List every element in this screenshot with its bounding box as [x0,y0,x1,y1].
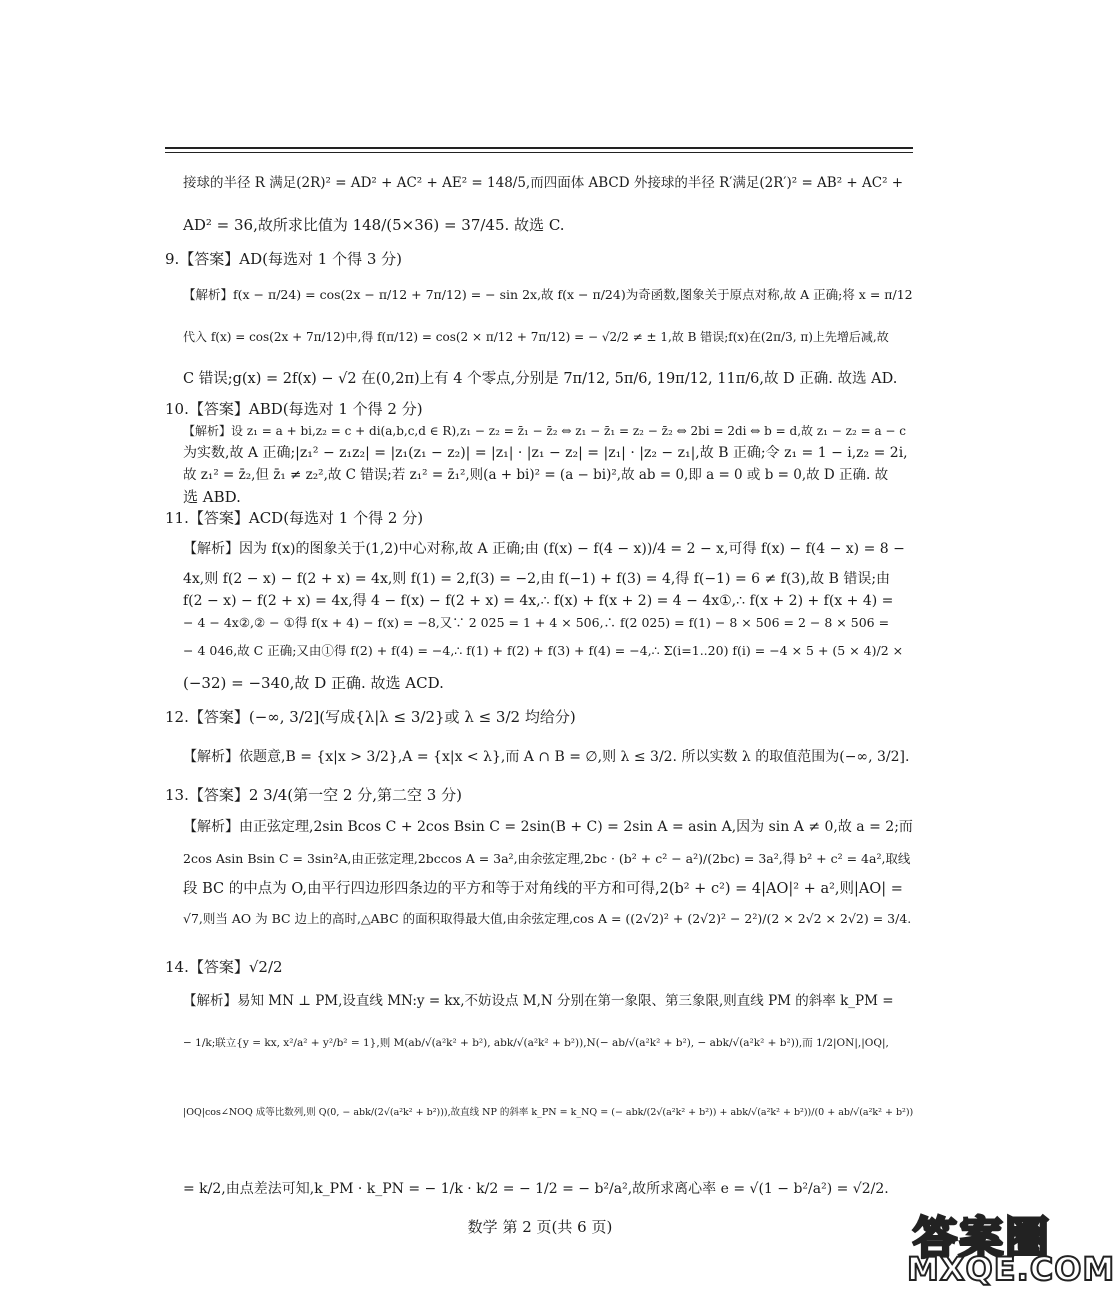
text-line: 【解析】易知 MN ⊥ PM,设直线 MN:y = kx,不妨设点 M,N 分别在第一象限、第三象限,则直线 PM 的斜率 k_PM = [183,993,894,1009]
text-line: 4x,则 f(2 − x) − f(2 + x) = 4x,则 f(1) = 2,f(3) = −2,由 f(−1) + f(3) = 4,得 f(−1) = 6 ≠ f(3),故 B 错误;由 [183,571,891,587]
text-line: 【解析】依题意,B = {x|x > 3/2},A = {x|x < λ},而 A ∩ B = ∅,则 λ ≤ 3/2. 所以实数 λ 的取值范围为(−∞, 3/2]. [183,749,910,765]
text-line: − 4 − 4x②,② − ①得 f(x + 4) − f(x) = −8,又∵ 2 025 = 1 + 4 × 506,∴ f(2 025) = f(1) − 8 × 506 = 2 − 8 × 506 = [183,615,890,630]
page-footer: 数学 第 2 页(共 6 页) [467,1218,613,1236]
text-line: 接球的半径 R 满足(2R)² = AD² + AC² + AE² = 148/5,而四面体 ABCD 外接球的半径 R′满足(2R′)² = AB² + AC² + [183,175,904,191]
text-line: AD² = 36,故所求比值为 148/(5×36) = 37/45. 故选 C. [183,216,565,234]
text-line: 11.【答案】ACD(每选对 1 个得 2 分) [165,509,424,527]
text-line: 9.【答案】AD(每选对 1 个得 3 分) [165,250,403,268]
text-line: 为实数,故 A 正确;|z₁² − z₁z₂| = |z₁(z₁ − z₂)| = |z₁| · |z₁ − z₂| = |z₁| · |z₂ − z₁|,故 B 正确;令 z₁ = 1 − i,z₂ = 2i, [183,445,908,461]
text-line: 【解析】由正弦定理,2sin Bcos C + 2cos Bsin C = 2sin(B + C) = 2sin A = asin A,因为 sin A ≠ 0,故 a = 2;而 [183,819,913,835]
text-line: 13.【答案】2 3/4(第一空 2 分,第二空 3 分) [165,786,462,804]
text-line: 故 z₁² = z̄₂,但 z̄₁ ≠ z₂²,故 C 错误;若 z₁² = z̄₁²,则(a + bi)² = (a − bi)²,故 ab = 0,即 a = 0 或 b = 0,故 D 正确. 故 [183,467,889,483]
text-line: C 错误;g(x) = 2f(x) − √2 在(0,2π)上有 4 个零点,分别是 7π/12, 5π/6, 19π/12, 11π/6,故 D 正确. 故选 AD. [183,371,898,387]
watermark-text-top: 答案圈 [913,1213,1051,1264]
text-line: 【解析】f(x − π/24) = cos(2x − π/12 + 7π/12) = − sin 2x,故 f(x − π/24)为奇函数,图象关于原点对称,故 A 正确;将 x = π/12 [183,287,913,302]
text-line: 12.【答案】(−∞, 3/2](写成{λ|λ ≤ 3/2}或 λ ≤ 3/2 均给分) [165,708,576,726]
text-line: 14.【答案】√2/2 [165,958,283,976]
text-line: 【解析】设 z₁ = a + bi,z₂ = c + di(a,b,c,d ∈ R),z₁ − z₂ = z̄₁ − z̄₂ ⇔ z₁ − z̄₁ = z₂ − z̄₂ ⇔ 2bi = 2di ⇔ b = d,故 z₁ − z₂ = a − c [183,424,907,438]
watermark-logo [905,1198,1115,1293]
text-line: 2cos Asin Bsin C = 3sin²A,由正弦定理,2bccos A = 3a²,由余弦定理,2bc · (b² + c² − a²)/(2bc) = 3a²,得 b² + c² = 4a²,取线 [183,851,911,866]
text-line: 【解析】因为 f(x)的图象关于(1,2)中心对称,故 A 正确;由 (f(x) − f(4 − x))/4 = 2 − x,可得 f(x) − f(4 − x) = 8 − [183,541,905,557]
text-line: − 4 046,故 C 正确;又由①得 f(2) + f(4) = −4,∴ f(1) + f(2) + f(3) + f(4) = −4,∴ Σ(i=1..20) f(i) = −4 × 5 + (5 × 4)/2 × [183,643,904,658]
watermark-text-bottom: MXQE.COM [907,1250,1115,1288]
text-line: 段 BC 的中点为 O,由平行四边形四条边的平方和等于对角线的平方和可得,2(b² + c²) = 4|AO|² + a²,则|AO| = [183,881,903,897]
text-line: 代入 f(x) = cos(2x + 7π/12)中,得 f(π/12) = cos(2 × π/12 + 7π/12) = − √2/2 ≠ ± 1,故 B 错误;f(x)在(2π/3, π)上先增后减,故 [183,330,889,344]
text-line: √7,则当 AO 为 BC 边上的高时,△ABC 的面积取得最大值,由余弦定理,cos A = ((2√2)² + (2√2)² − 2²)/(2 × 2√2 × 2√2) = 3/4. [183,911,912,926]
text-line: 选 ABD. [183,488,241,506]
text-line: = k/2,由点差法可知,k_PM · k_PN = − 1/k · k/2 = − 1/2 = − b²/a²,故所求离心率 e = √(1 − b²/a²) = √2/2. [183,1181,889,1197]
text-line: − 1/k;联立{y = kx, x²/a² + y²/b² = 1},则 M(ab/√(a²k² + b²), abk/√(a²k² + b²)),N(− ab/√(a²k² + b²), − abk/√(a²k² + b²)),而 1/2|ON|,|OQ|, [183,1037,889,1049]
text-line: |OQ|cos∠NOQ 成等比数列,则 Q(0, − abk/(2√(a²k² + b²))),故直线 NP 的斜率 k_PN = k_NQ = (− abk/(2√(a²k² + b²)) + abk/√(a²k² + b²))/(0 + ab/√(a²k² + b²)) [183,1107,914,1118]
text-line: f(2 − x) − f(2 + x) = 4x,得 4 − f(x) − f(2 + x) = 4x,∴ f(x) + f(x + 2) = 4 − 4x①,∴ f(x + 2) + f(x + 4) = [183,593,894,609]
header-rule-thin [165,152,913,153]
text-line: 10.【答案】ABD(每选对 1 个得 2 分) [165,400,423,418]
text-line: (−32) = −340,故 D 正确. 故选 ACD. [183,674,444,692]
header-rule [165,147,913,149]
